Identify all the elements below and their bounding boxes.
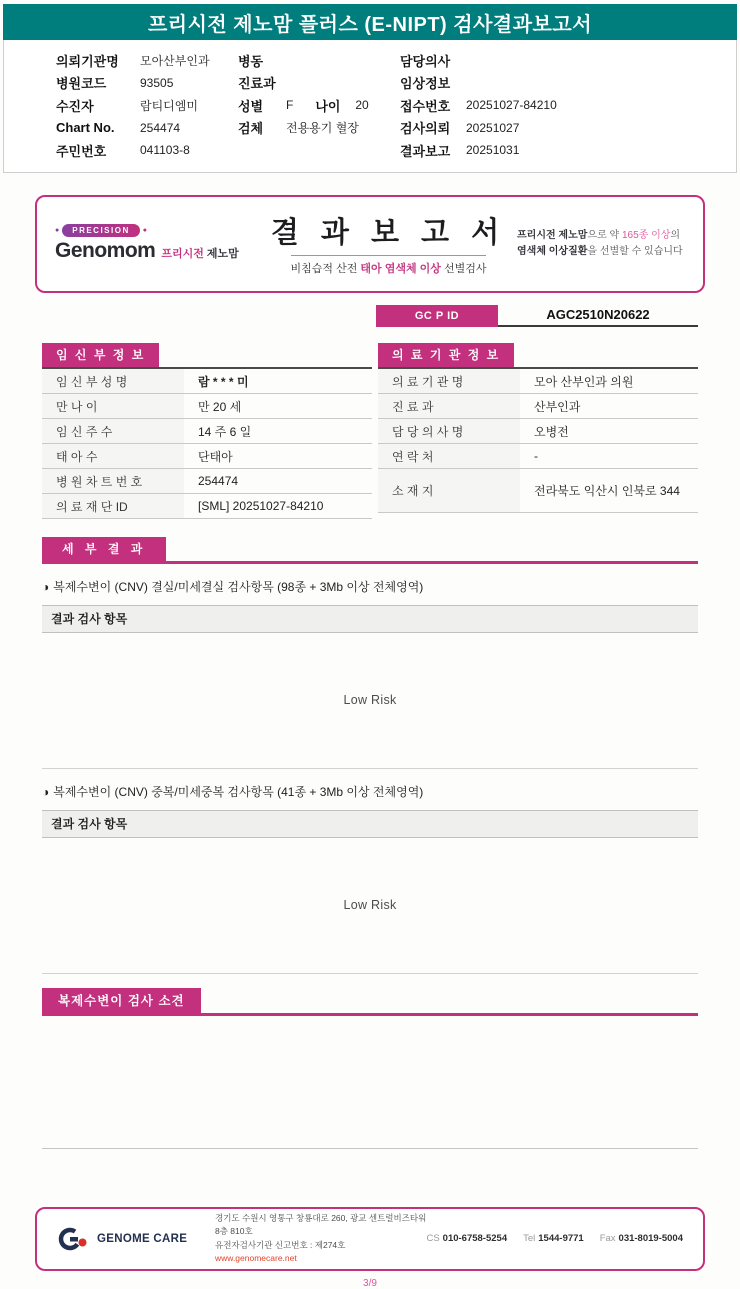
genomom-logo [55, 224, 260, 263]
field-label: 수진자 [56, 98, 94, 114]
gcp-id-value: AGC2510N20622 [498, 305, 698, 327]
website-link[interactable]: www.genomecare.net [215, 1252, 297, 1263]
row-value: 전라북도 익산시 인북로 344 [534, 484, 680, 498]
patient-info-panel [3, 40, 737, 173]
field-label: Chart No. [56, 120, 115, 136]
table-row [378, 419, 698, 444]
subtitle-suffix: 선별검사 [440, 263, 487, 275]
field-label: 결과보고 [400, 143, 451, 159]
field-label: 검사의뢰 [400, 121, 451, 137]
row-label: 연 락 처 [378, 444, 520, 468]
contact-item [523, 1233, 584, 1244]
page-title: 프리시전 제노맘 플러스 (E-NIPT) 검사결과보고서 [147, 13, 593, 36]
contact-number: 1544-9771 [538, 1233, 584, 1244]
cnv-duplication-result-area [42, 838, 698, 974]
subtitle-prefix: 비침습적 산전 [290, 263, 361, 275]
note-text: 을 선별할 수 있습니다 [587, 245, 683, 257]
row-label: 임 신 주 수 [42, 419, 184, 443]
footer-address [215, 1212, 426, 1265]
field-value: 20251027 [466, 120, 520, 135]
field-value: 20251031 [466, 143, 520, 158]
banner-title: 결 과 보 고 서 [270, 217, 507, 249]
table-row [42, 469, 372, 494]
brand-name: Genomom [55, 239, 156, 262]
page-number: 3/9 [363, 1277, 377, 1289]
cnv-opinion-area [42, 1016, 698, 1149]
row-value: 람 * * * 미 [198, 374, 249, 389]
contact-label: Tel [523, 1233, 536, 1244]
company-name: GENOME CARE [97, 1232, 188, 1245]
result-column-header: 결과 검사 항목 [42, 810, 698, 838]
brand-kr-dark: 제노맘 [206, 248, 239, 260]
gcp-id-label: GC P ID [376, 305, 498, 327]
row-label: 담 당 의 사 명 [378, 419, 520, 443]
mother-info-header [42, 343, 372, 369]
info-row [400, 94, 700, 117]
field-value: 람티디엠미 [140, 98, 198, 113]
field-label: 나이 [315, 98, 341, 114]
table-row [42, 444, 372, 469]
field-value: 93505 [140, 75, 174, 90]
banner-note [517, 228, 685, 259]
field-label: 병원코드 [56, 76, 107, 92]
contact-item [426, 1233, 507, 1244]
info-row [400, 72, 700, 95]
row-label: 의 료 재 단 ID [42, 494, 184, 518]
info-row [400, 139, 700, 162]
row-label: 소 재 지 [378, 469, 520, 512]
brand-kr-accent: 프리시전 [161, 248, 204, 260]
info-row [400, 49, 700, 72]
half-circle-icon: ◑ [42, 784, 50, 799]
field-label: 성별 [238, 98, 264, 114]
note-text: 으로 약 [587, 230, 622, 241]
note-bold: 염색체 이상질환 [517, 245, 588, 257]
row-label: 진 료 과 [378, 394, 520, 418]
contact-label: CS [426, 1233, 440, 1244]
result-column-header: 결과 검사 항목 [42, 605, 698, 633]
row-label: 만 나 이 [42, 394, 184, 418]
section-title: 복제수변이 검사 소견 [42, 988, 201, 1013]
brand-korean [161, 245, 238, 261]
genome-care-logo-icon [57, 1226, 91, 1252]
row-value: 단태아 [198, 449, 233, 464]
table-row [378, 444, 698, 469]
field-value: 20 [355, 98, 369, 113]
field-value: 모아산부인과 [140, 53, 210, 68]
table-row [42, 419, 372, 444]
row-value: 오병전 [534, 424, 569, 439]
field-label: 진료과 [238, 76, 276, 92]
info-row [56, 139, 238, 162]
info-row [56, 72, 238, 95]
row-value: 모아 산부인과 의원 [534, 374, 634, 389]
banner-center [260, 210, 517, 277]
genome-care-logo [57, 1226, 215, 1252]
table-row [378, 369, 698, 394]
mother-info-table [42, 343, 372, 519]
row-value: - [534, 449, 538, 463]
precision-badge: PRECISION [62, 224, 140, 237]
field-label: 의뢰기관명 [56, 53, 119, 69]
row-value: 254474 [198, 474, 239, 488]
contact-number: 031-8019-5004 [618, 1233, 683, 1244]
info-row [56, 94, 238, 117]
row-label: 병 원 차 트 번 호 [42, 469, 184, 493]
cnv-opinion-header [42, 988, 698, 1016]
row-value: [SML] 20251027-84210 [198, 499, 324, 513]
info-row [238, 72, 400, 95]
table-row [378, 469, 698, 513]
clinic-info-table [378, 343, 698, 519]
footer [35, 1207, 705, 1271]
subtitle-accent: 태아 염색체 이상 [360, 263, 441, 275]
field-value: 041103-8 [140, 143, 190, 158]
note-text: 의 [670, 230, 681, 241]
row-value: 14 주 6 일 [198, 424, 252, 439]
contact-number: 010-6758-5254 [442, 1233, 508, 1244]
row-label: 임 신 부 성 명 [42, 369, 184, 393]
info-row [238, 94, 400, 117]
table-row [42, 394, 372, 419]
contact-label: Fax [599, 1233, 616, 1244]
banner-subtitle [291, 255, 487, 276]
patient-info-col1 [56, 49, 238, 162]
field-value: 20251027-84210 [466, 98, 557, 113]
note-accent: 165종 이상 [621, 230, 671, 241]
info-tables [42, 343, 698, 519]
half-circle-icon: ◑ [42, 579, 50, 594]
info-row [56, 117, 238, 140]
field-label: 병동 [238, 53, 264, 69]
patient-info-col3 [400, 49, 700, 162]
caption-text: 복제수변이 (CNV) 결실/미세결실 검사항목 (98종 + 3Mb 이상 전체영역) [53, 579, 424, 594]
table-title: 의 료 기 관 정 보 [378, 343, 514, 367]
info-row [238, 49, 400, 72]
report-title-bar [3, 4, 737, 40]
detail-results-header [42, 537, 698, 564]
cnv-duplication-caption [42, 783, 698, 800]
info-row [56, 49, 238, 72]
footer-contacts [426, 1233, 683, 1244]
clinic-info-header [378, 343, 698, 369]
row-value: 만 20 세 [198, 399, 242, 414]
field-label: 주민번호 [56, 143, 107, 159]
field-value: 전용용기 혈장 [286, 121, 359, 136]
field-label: 검체 [238, 121, 264, 137]
info-row [400, 117, 700, 140]
row-label: 의 료 기 관 명 [378, 369, 520, 393]
patient-info-col2 [238, 49, 400, 162]
section-title: 세 부 결 과 [42, 537, 166, 561]
field-value: F [286, 98, 294, 113]
field-value: 254474 [140, 120, 181, 135]
table-row [42, 369, 372, 394]
address-line: 경기도 수원시 영통구 창룡대로 260, 광교 센트럴비즈타워 8층 810호 [215, 1213, 427, 1237]
dot-icon: ● [142, 227, 147, 234]
table-row [42, 494, 372, 519]
risk-result: Low Risk [343, 693, 397, 707]
cnv-deletion-result-area [42, 633, 698, 769]
row-value: 산부인과 [534, 399, 581, 414]
dot-icon: ● [55, 227, 60, 234]
row-label: 태 아 수 [42, 444, 184, 468]
report-banner [35, 195, 705, 293]
note-bold: 프리시전 제노맘 [517, 230, 588, 241]
registration-line: 유전자검사기관 신고번호 : 제274호 [215, 1239, 346, 1250]
contact-item [600, 1233, 683, 1244]
table-row [378, 394, 698, 419]
table-title: 임 신 부 정 보 [42, 343, 159, 367]
field-label: 담당의사 [400, 53, 451, 69]
field-label: 임상정보 [400, 76, 451, 92]
cnv-deletion-caption [42, 578, 698, 595]
caption-text: 복제수변이 (CNV) 중복/미세중복 검사항목 (41종 + 3Mb 이상 전체영역) [53, 784, 424, 799]
info-row [238, 117, 400, 140]
gcp-id-row [376, 305, 698, 327]
field-label: 접수번호 [400, 98, 451, 114]
risk-result: Low Risk [343, 898, 397, 912]
